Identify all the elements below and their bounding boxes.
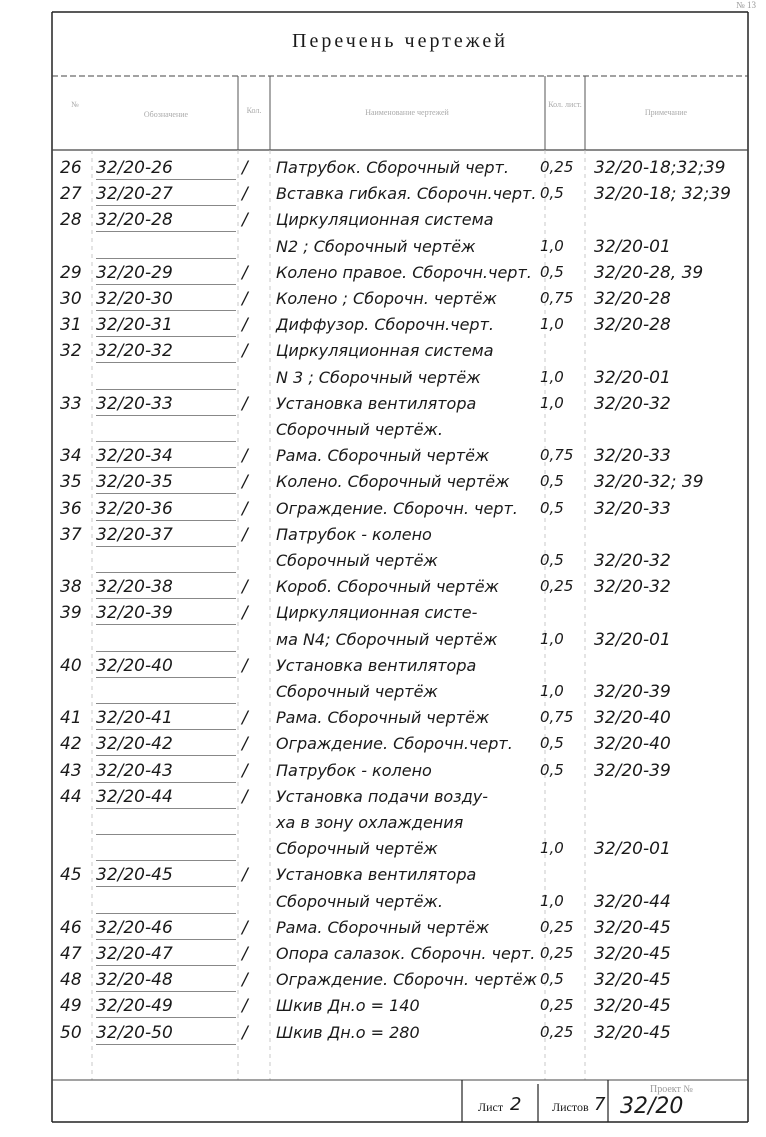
drawing-name: ма N4; Сборочный чертёж xyxy=(276,629,498,649)
row-quantity: / xyxy=(242,524,248,545)
reference-note: 32/20-18;32;39 xyxy=(594,158,726,178)
drawing-code: 32/20-44 xyxy=(96,786,173,807)
drawing-code: 32/20-32 xyxy=(96,341,173,362)
row-number: 30 xyxy=(60,289,82,309)
row-quantity: / xyxy=(242,341,248,362)
row-number: 41 xyxy=(60,708,82,729)
drawing-name: Ограждение. Сборочн.черт. xyxy=(276,734,513,754)
sheet-format: 0,5 xyxy=(540,970,564,989)
sheet-format: 0,5 xyxy=(540,760,564,779)
row-number: 43 xyxy=(60,760,82,781)
drawing-code: 32/20-28 xyxy=(96,210,173,231)
drawing-name: Колено ; Сборочн. чертёж xyxy=(276,289,497,308)
row-underline xyxy=(96,913,236,914)
reference-note: 32/20-01 xyxy=(594,839,671,860)
row-underline xyxy=(96,755,236,756)
sheet-format: 1,0 xyxy=(540,682,564,700)
row-quantity: / xyxy=(242,865,248,886)
drawing-name: Ограждение. Сборочн. чертёж xyxy=(276,970,538,990)
row-quantity: / xyxy=(242,498,248,519)
sheets-value: 7 xyxy=(594,1094,606,1115)
reference-note: 32/20-32 xyxy=(594,577,671,598)
drawing-name: Сборочный чертёж xyxy=(276,839,438,859)
sheet-format: 1,0 xyxy=(540,315,564,334)
header-format: Кол. лист. xyxy=(548,100,582,109)
drawing-name: Рама. Сборочный чертёж xyxy=(276,446,490,466)
drawing-name: ха в зону охлаждения xyxy=(276,813,464,832)
drawing-name: Циркуляционная систе- xyxy=(276,603,478,623)
project-value: 32/20 xyxy=(620,1094,684,1119)
sheet-format: 0,25 xyxy=(540,577,574,596)
sheet-format: 1,0 xyxy=(540,367,564,386)
drawing-name: Ограждение. Сборочн. черт. xyxy=(276,498,518,518)
drawing-code: 32/20-33 xyxy=(96,393,173,414)
sheet-format: 0,75 xyxy=(540,446,574,465)
drawing-name: Короб. Сборочный чертёж xyxy=(276,577,499,597)
drawing-code: 32/20-45 xyxy=(96,865,173,886)
row-number: 28 xyxy=(60,210,82,231)
drawing-code: 32/20-29 xyxy=(96,262,173,283)
row-quantity: / xyxy=(242,944,248,964)
drawing-name: N2 ; Сборочный чертёж xyxy=(276,236,476,256)
row-quantity: / xyxy=(242,996,248,1017)
row-underline xyxy=(96,572,236,573)
row-underline xyxy=(96,310,236,311)
drawing-code: 32/20-37 xyxy=(96,524,173,545)
reference-note: 32/20-01 xyxy=(594,629,671,650)
row-number: 39 xyxy=(60,603,82,624)
sheet-format: 1,0 xyxy=(540,891,564,910)
reference-note: 32/20-33 xyxy=(594,498,671,519)
drawing-name: Рама. Сборочный чертёж xyxy=(276,708,490,728)
row-underline xyxy=(96,991,236,992)
row-underline xyxy=(96,1017,236,1018)
drawing-name: Установка вентилятора xyxy=(276,655,477,675)
row-underline xyxy=(96,939,236,940)
row-number: 40 xyxy=(60,655,82,676)
drawing-name: Циркуляционная система xyxy=(276,210,494,230)
sheet-label: Лист xyxy=(478,1100,504,1114)
drawing-name: Колено правое. Сборочн.черт. xyxy=(276,262,532,282)
row-number: 44 xyxy=(60,786,82,807)
row-underline xyxy=(96,231,236,232)
row-number: 45 xyxy=(60,865,82,886)
row-quantity: / xyxy=(242,184,248,205)
drawing-name: Шкив Дн.о = 280 xyxy=(276,1022,420,1042)
row-underline xyxy=(96,441,236,442)
header-note: Примечание xyxy=(644,108,688,117)
row-quantity: / xyxy=(242,917,248,938)
drawing-name: Патрубок - колено xyxy=(276,524,432,544)
row-number: 32 xyxy=(60,341,82,362)
row-underline xyxy=(96,362,236,363)
row-underline xyxy=(96,179,236,180)
sheet-format: 0,75 xyxy=(540,708,574,727)
sheet-format: 0,5 xyxy=(540,734,564,753)
drawing-name: Патрубок. Сборочный черт. xyxy=(276,158,509,177)
row-underline xyxy=(96,467,236,468)
row-number: 49 xyxy=(60,996,82,1017)
sheet-format: 0,5 xyxy=(540,551,564,569)
row-quantity: / xyxy=(242,970,248,991)
drawing-name: Рама. Сборочный чертёж xyxy=(276,917,490,937)
sheet-format: 1,0 xyxy=(540,629,564,648)
sheet-format: 0,5 xyxy=(540,498,564,517)
sheet-format: 1,0 xyxy=(540,393,564,412)
reference-note: 32/20-28 xyxy=(594,289,671,309)
drawing-name: Установка подачи возду- xyxy=(276,786,488,806)
reference-note: 32/20-18; 32;39 xyxy=(594,184,731,205)
row-quantity: / xyxy=(242,315,248,336)
drawing-name: Вставка гибкая. Сборочн.черт. xyxy=(276,184,537,204)
sheet-format: 0,5 xyxy=(540,472,564,491)
row-quantity: / xyxy=(242,158,248,178)
drawing-code: 32/20-49 xyxy=(96,996,173,1017)
drawing-code: 32/20-31 xyxy=(96,315,173,336)
sheet-format: 0,25 xyxy=(540,996,574,1015)
row-underline xyxy=(96,965,236,966)
header-quantity: Кол. xyxy=(246,106,262,115)
drawing-name: Патрубок - колено xyxy=(276,760,432,780)
row-number: 50 xyxy=(60,1022,82,1043)
row-underline xyxy=(96,205,236,206)
reference-note: 32/20-45 xyxy=(594,944,671,964)
row-quantity: / xyxy=(242,708,248,729)
sheet-format: 1,0 xyxy=(540,236,564,255)
reference-note: 32/20-32 xyxy=(594,393,671,414)
row-quantity: / xyxy=(242,446,248,467)
row-quantity: / xyxy=(242,734,248,755)
reference-note: 32/20-40 xyxy=(594,734,671,755)
row-number: 29 xyxy=(60,262,82,283)
row-quantity: / xyxy=(242,289,248,309)
drawing-code: 32/20-41 xyxy=(96,708,173,729)
drawing-code: 32/20-27 xyxy=(96,184,173,205)
sheet-format: 0,75 xyxy=(540,289,574,307)
row-underline xyxy=(96,520,236,521)
drawing-name: Сборочный чертёж. xyxy=(276,891,443,911)
drawing-name: Колено. Сборочный чертёж xyxy=(276,472,510,492)
reference-note: 32/20-45 xyxy=(594,1022,671,1043)
reference-note: 32/20-01 xyxy=(594,367,671,388)
row-number: 42 xyxy=(60,734,82,755)
sheet-value: 2 xyxy=(510,1094,522,1115)
reference-note: 32/20-45 xyxy=(594,996,671,1017)
reference-note: 32/20-45 xyxy=(594,917,671,938)
sheet-format: 0,5 xyxy=(540,184,564,203)
drawing-code: 32/20-35 xyxy=(96,472,173,493)
reference-note: 32/20-44 xyxy=(594,891,671,912)
reference-note: 32/20-39 xyxy=(594,760,671,781)
reference-note: 32/20-45 xyxy=(594,970,671,991)
header-code: Обозначение xyxy=(143,110,189,119)
row-quantity: / xyxy=(242,1022,248,1043)
sheet-format: 0,5 xyxy=(540,262,564,281)
project-label: Проект № xyxy=(650,1084,693,1095)
reference-note: 32/20-39 xyxy=(594,682,671,702)
reference-note: 32/20-28 xyxy=(594,315,671,336)
row-underline xyxy=(96,808,236,809)
drawing-code: 32/20-34 xyxy=(96,446,173,467)
row-underline xyxy=(96,729,236,730)
row-underline xyxy=(96,703,236,704)
row-number: 31 xyxy=(60,315,82,336)
row-number: 35 xyxy=(60,472,82,493)
reference-note: 32/20-40 xyxy=(594,708,671,729)
drawing-name: Шкив Дн.о = 140 xyxy=(276,996,420,1016)
row-underline xyxy=(96,546,236,547)
row-number: 26 xyxy=(60,158,82,178)
reference-note: 32/20-32 xyxy=(594,551,671,571)
row-quantity: / xyxy=(242,577,248,598)
row-underline xyxy=(96,677,236,678)
row-underline xyxy=(96,886,236,887)
row-quantity: / xyxy=(242,786,248,807)
row-quantity: / xyxy=(242,472,248,493)
drawing-name: Сборочный чертёж. xyxy=(276,420,443,439)
drawing-code: 32/20-43 xyxy=(96,760,173,781)
row-number: 36 xyxy=(60,498,82,519)
sheet-format: 0,25 xyxy=(540,1022,574,1041)
row-number: 37 xyxy=(60,524,82,545)
row-number: 38 xyxy=(60,577,82,598)
reference-note: 32/20-33 xyxy=(594,446,671,467)
row-quantity: / xyxy=(242,210,248,231)
drawing-code: 32/20-47 xyxy=(96,944,173,964)
sheet-format: 0,25 xyxy=(540,944,574,962)
sheet-format: 0,25 xyxy=(540,917,574,936)
drawing-code: 32/20-42 xyxy=(96,734,173,755)
drawing-code: 32/20-26 xyxy=(96,158,173,178)
drawing-code: 32/20-38 xyxy=(96,577,173,598)
row-underline xyxy=(96,284,236,285)
drawing-code: 32/20-39 xyxy=(96,603,173,624)
row-number: 46 xyxy=(60,917,82,938)
row-quantity: / xyxy=(242,603,248,624)
drawing-code: 32/20-48 xyxy=(96,970,173,991)
row-number: 33 xyxy=(60,393,82,414)
row-quantity: / xyxy=(242,655,248,676)
row-number: 27 xyxy=(60,184,82,205)
reference-note: 32/20-01 xyxy=(594,236,671,257)
drawing-name: Сборочный чертёж xyxy=(276,551,438,570)
row-quantity: / xyxy=(242,760,248,781)
drawing-code: 32/20-46 xyxy=(96,917,173,938)
drawing-name: Установка вентилятора xyxy=(276,393,477,413)
sheet-format: 1,0 xyxy=(540,839,564,858)
row-underline xyxy=(96,415,236,416)
row-underline xyxy=(96,389,236,390)
header-number: № xyxy=(71,100,79,109)
drawing-name: N 3 ; Сборочный чертёж xyxy=(276,367,481,387)
drawing-name: Циркуляционная система xyxy=(276,341,494,361)
drawing-name: Диффузор. Сборочн.черт. xyxy=(276,315,494,335)
row-underline xyxy=(96,651,236,652)
reference-note: 32/20-32; 39 xyxy=(594,472,704,493)
drawing-code: 32/20-40 xyxy=(96,655,173,676)
row-underline xyxy=(96,860,236,861)
page-title: Перечень чертежей xyxy=(292,30,508,52)
row-underline xyxy=(96,258,236,259)
row-underline xyxy=(96,1044,236,1045)
row-quantity: / xyxy=(242,393,248,414)
row-number: 34 xyxy=(60,446,82,467)
drawing-code: 32/20-50 xyxy=(96,1022,173,1043)
drawing-code: 32/20-30 xyxy=(96,289,173,309)
row-underline xyxy=(96,624,236,625)
header-name: Наименование чертежей xyxy=(365,108,449,117)
row-quantity: / xyxy=(242,262,248,283)
row-underline xyxy=(96,493,236,494)
sheet-format: 0,25 xyxy=(540,158,574,176)
row-underline xyxy=(96,834,236,835)
row-underline xyxy=(96,598,236,599)
sheets-label: Листов xyxy=(552,1100,589,1114)
reference-note: 32/20-28, 39 xyxy=(594,262,704,283)
sheet-corner-number: № 13 xyxy=(736,0,756,10)
row-number: 47 xyxy=(60,944,82,964)
drawing-name: Установка вентилятора xyxy=(276,865,477,885)
drawing-name: Сборочный чертёж xyxy=(276,682,438,701)
drawing-name: Опора салазок. Сборочн. черт. xyxy=(276,944,536,963)
row-underline xyxy=(96,782,236,783)
row-underline xyxy=(96,336,236,337)
drawing-code: 32/20-36 xyxy=(96,498,173,519)
row-number: 48 xyxy=(60,970,82,991)
